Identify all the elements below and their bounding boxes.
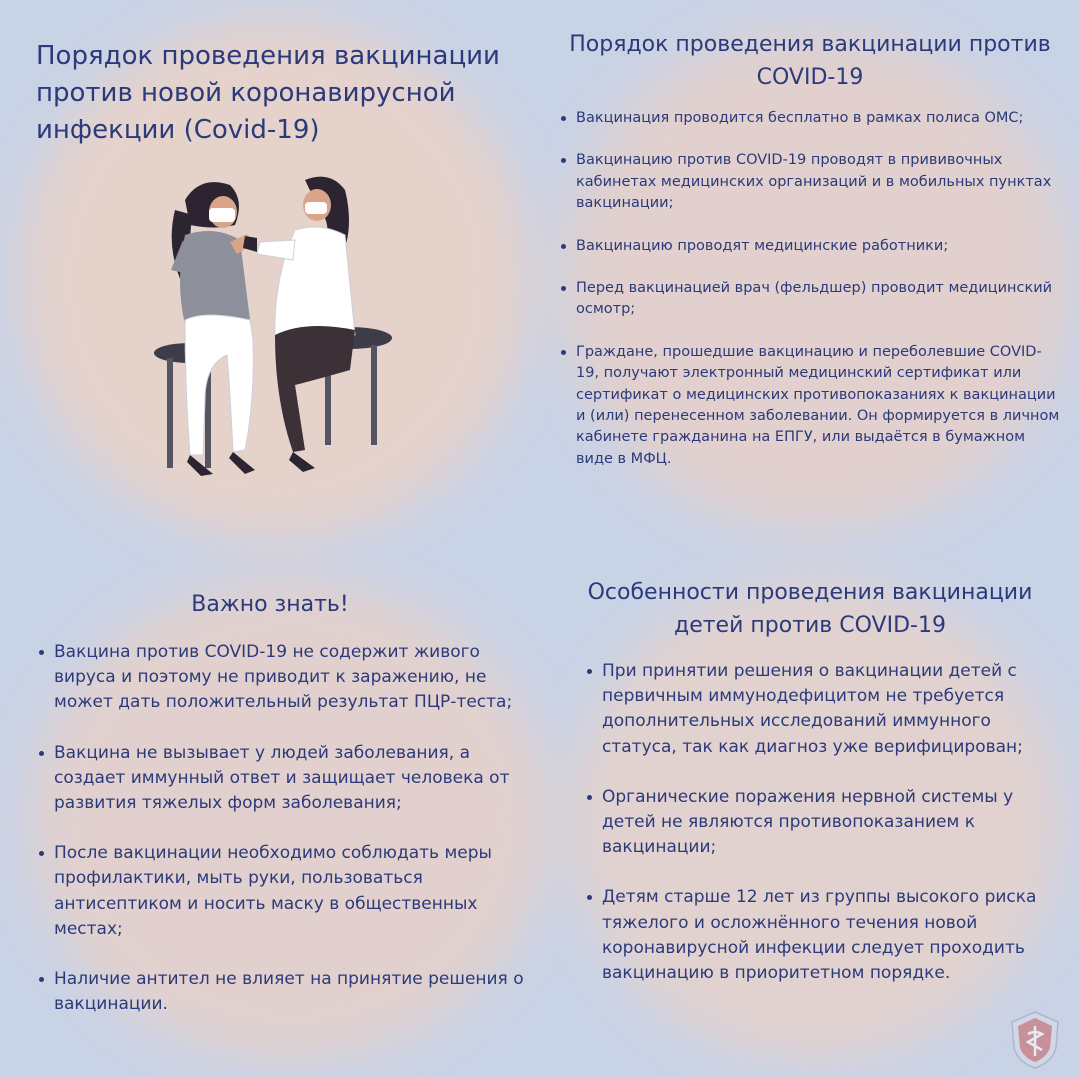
children-vaccination-title: Особенности проведения вакцинации детей против COVID-19 [587, 580, 1033, 638]
list-item: Наличие антител не влияет на принятие решения о вакцинации. [54, 967, 524, 1017]
list-item: Вакцина не вызывает у людей заболевания, а создает иммунный ответ и защищает человека от развития тяжелых форм заболевания; [54, 741, 524, 817]
list-item: Детям старше 12 лет из группы высокого риска тяжелого и осложнённого течения новой коронавирусной инфекции следует проходить вакцинацию в приоритетном порядке. [602, 885, 1062, 986]
list-item: Перед вакцинацией врач (фельдшер) проводит медицинский осмотр; [576, 278, 1066, 321]
important-to-know-title: Важно знать! [191, 592, 349, 617]
list-item: При принятии решения о вакцинации детей с первичным иммунодефицитом не требуется дополнительных исследований иммунного статуса, так как диагноз уже верифицирован; [602, 659, 1062, 760]
list-item: Органические поражения нервной системы у детей не являются противопоказанием к вакцинации; [602, 785, 1062, 861]
important-list [54, 640, 524, 1042]
list-item: Вакцинацию проводят медицинские работники; [576, 236, 1066, 257]
list-item: Граждане, прошедшие вакцинацию и переболевшие COVID- 19, получают электронный медицинский сертификат или сертификат о медицинских противопоказаниях к вакцинации и (или) перенесенном заболевании. Он формируется в личном кабинете гражданина на ЕПГУ, или выдаётся в бумажном виде в МФЦ. [576, 342, 1066, 470]
list-item: После вакцинации необходимо соблюдать меры профилактики, мыть руки, пользоваться антисептиком и носить маску в общественных местах; [54, 841, 524, 942]
main-title: Порядок проведения вакцинации против новой коронавирусной инфекции (Covid-19) [36, 41, 500, 145]
children-list [602, 659, 1062, 1011]
vaccination-scene-illustration [145, 170, 405, 490]
ministry-emblem-icon [1006, 1008, 1064, 1070]
procedure-list [576, 108, 1066, 491]
list-item: Вакцинация проводится бесплатно в рамках полиса ОМС; [576, 108, 1066, 129]
list-item: Вакцинацию против COVID-19 проводят в прививочных кабинетах медицинских организаций и в мобильных пунктах вакцинации; [576, 150, 1066, 214]
list-item: Вакцина против COVID-19 не содержит живого вируса и поэтому не приводит к заражению, не может дать положительный результат ПЦР-теста; [54, 640, 524, 716]
covid-vaccination-procedure-title: Порядок проведения вакцинации против COVID-19 [569, 32, 1051, 90]
